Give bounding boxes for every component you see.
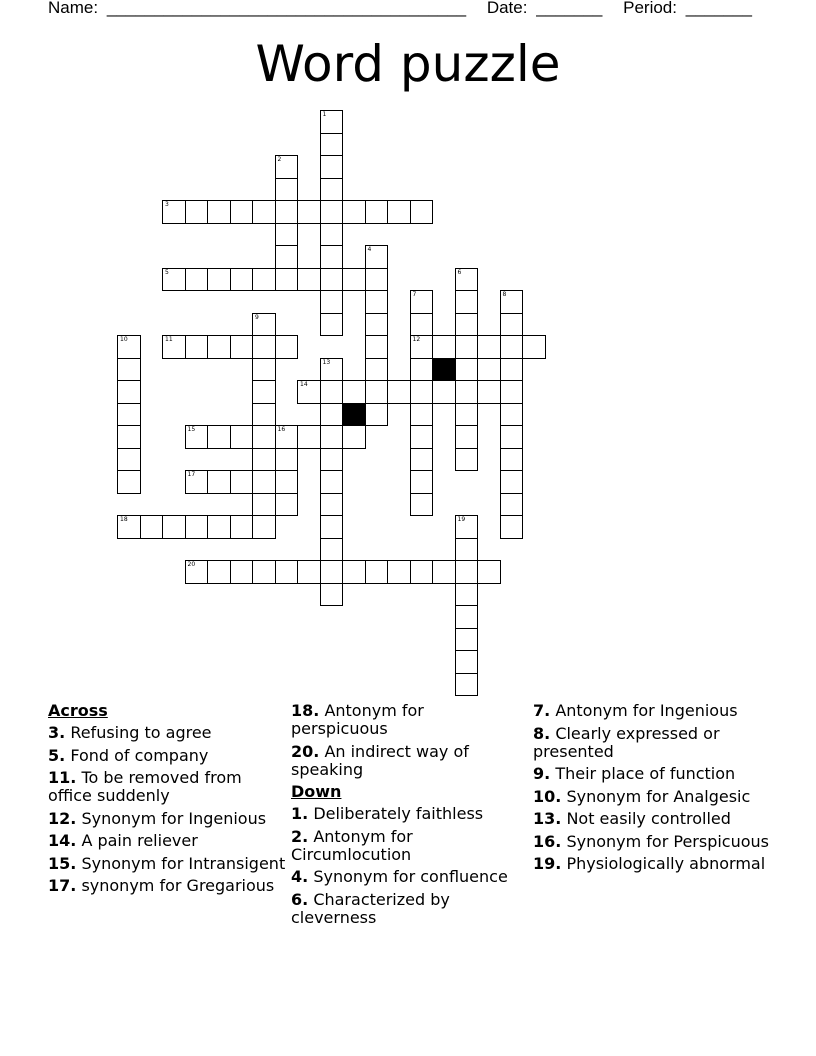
clue-item: [533, 725, 773, 761]
grid-cell[interactable]: [320, 470, 344, 494]
grid-cell[interactable]: [455, 448, 479, 472]
clue-number: 5.: [48, 745, 66, 765]
grid-cell[interactable]: [275, 223, 299, 247]
grid-cell[interactable]: [230, 268, 254, 292]
clue-text: Synonym for Intransigent: [81, 853, 286, 873]
cell-number: 20: [187, 561, 196, 568]
grid-cell[interactable]: [275, 200, 299, 224]
grid-cell[interactable]: [320, 493, 344, 517]
grid-cell[interactable]: [365, 268, 389, 292]
grid-cell[interactable]: [252, 380, 276, 404]
grid-cell[interactable]: [455, 403, 479, 427]
grid-cell[interactable]: [432, 560, 456, 584]
clue-text: Their place of function: [555, 764, 736, 783]
clue-item: [291, 805, 511, 823]
grid-cell[interactable]: [320, 560, 344, 584]
grid-cell[interactable]: [185, 200, 209, 224]
across-heading: Across: [48, 701, 108, 720]
grid-cell[interactable]: [117, 358, 141, 382]
grid-cell[interactable]: [185, 268, 209, 292]
grid-cell[interactable]: [230, 515, 254, 539]
grid-cell[interactable]: [320, 268, 344, 292]
cell-number: 19: [457, 516, 466, 523]
grid-cell[interactable]: [275, 493, 299, 517]
grid-cell[interactable]: [320, 448, 344, 472]
grid-cell[interactable]: [320, 313, 344, 337]
grid-cell[interactable]: [252, 448, 276, 472]
grid-cell[interactable]: [252, 358, 276, 382]
grid-cell[interactable]: [387, 380, 411, 404]
grid-cell[interactable]: [500, 358, 524, 382]
clue-text: To be removed from office suddenly: [48, 768, 242, 805]
clue-item: [291, 868, 511, 886]
grid-cell[interactable]: [500, 403, 524, 427]
grid-cell[interactable]: [117, 515, 141, 539]
clue-number: 8.: [533, 723, 551, 743]
clue-number: 1.: [291, 804, 309, 823]
clue-text: Antonym for perspicuous: [291, 701, 424, 738]
grid-cell[interactable]: [477, 380, 501, 404]
grid-cell[interactable]: [365, 200, 389, 224]
grid-cell[interactable]: [117, 403, 141, 427]
grid-cell[interactable]: [410, 560, 434, 584]
clue-text: Not easily controlled: [566, 809, 731, 828]
clue-number: 13.: [533, 809, 562, 828]
clue-item: [48, 747, 288, 765]
grid-cell[interactable]: [410, 335, 434, 359]
grid-cell[interactable]: [320, 155, 344, 179]
clue-text: Synonym for Ingenious: [81, 808, 267, 828]
grid-cell[interactable]: [207, 425, 231, 449]
grid-cell[interactable]: [275, 178, 299, 202]
grid-cell[interactable]: [365, 335, 389, 359]
grid-cell[interactable]: [117, 448, 141, 472]
grid-cell[interactable]: [500, 515, 524, 539]
clue-text: Synonym for confluence: [313, 867, 508, 886]
grid-cell[interactable]: [500, 493, 524, 517]
grid-cell[interactable]: [185, 515, 209, 539]
grid-cell[interactable]: [252, 313, 276, 337]
clue-number: 9.: [533, 764, 551, 783]
clues-column-1: [48, 702, 288, 900]
grid-cell[interactable]: [185, 470, 209, 494]
grid-cell[interactable]: [500, 448, 524, 472]
grid-cell[interactable]: [162, 515, 186, 539]
grid-cell[interactable]: [275, 155, 299, 179]
clue-number: 3.: [48, 723, 66, 742]
cell-number: 8: [502, 291, 507, 298]
grid-cell[interactable]: [320, 200, 344, 224]
grid-cell[interactable]: [275, 425, 299, 449]
grid-cell[interactable]: [252, 470, 276, 494]
clue-text: Antonym for Circumlocution: [291, 826, 413, 864]
grid-cell[interactable]: [455, 380, 479, 404]
clue-item: [533, 855, 773, 873]
clue-item: [291, 743, 511, 779]
cell-number: 2: [277, 156, 282, 163]
grid-cell[interactable]: [387, 200, 411, 224]
clue-item: [48, 769, 288, 805]
grid-cell[interactable]: [455, 628, 479, 652]
grid-cell[interactable]: [387, 560, 411, 584]
clue-item: [533, 833, 773, 851]
grid-cell[interactable]: [207, 470, 231, 494]
grid-cell[interactable]: [455, 673, 479, 697]
grid-cell[interactable]: [252, 493, 276, 517]
cell-number: 7: [412, 291, 417, 298]
cell-number: 9: [255, 313, 259, 321]
grid-cell[interactable]: [320, 583, 344, 607]
grid-cell[interactable]: [455, 538, 479, 562]
grid-cell[interactable]: [275, 268, 299, 292]
clue-item: [48, 877, 288, 895]
cell-number: 11: [165, 336, 173, 343]
clue-text: synonym for Gregarious: [81, 876, 275, 895]
grid-cell[interactable]: [455, 425, 479, 449]
clue-item: [48, 855, 288, 873]
grid-cell[interactable]: [117, 380, 141, 404]
grid-cell[interactable]: [410, 425, 434, 449]
grid-cell[interactable]: [297, 380, 321, 404]
clue-item: [48, 724, 288, 742]
grid-cell[interactable]: [432, 380, 456, 404]
grid-cell[interactable]: [230, 470, 254, 494]
clue-item: [291, 828, 511, 864]
grid-cell[interactable]: [185, 335, 209, 359]
clue-number: 19.: [533, 854, 562, 873]
clue-text: Synonym for Analgesic: [566, 786, 751, 806]
grid-cell[interactable]: [320, 133, 344, 157]
grid-cell[interactable]: [297, 200, 321, 224]
grid-cell[interactable]: [207, 268, 231, 292]
grid-cell[interactable]: [500, 470, 524, 494]
grid-cell[interactable]: [275, 560, 299, 584]
grid-cell[interactable]: [455, 560, 479, 584]
grid-cell[interactable]: [207, 560, 231, 584]
name-field[interactable]: ______________________________________: [106, 0, 467, 17]
grid-cell[interactable]: [230, 200, 254, 224]
puzzle-title: Word puzzle: [255, 35, 561, 93]
grid-cell[interactable]: [162, 335, 186, 359]
clue-item: [533, 788, 773, 806]
cell-number: 13: [322, 358, 331, 366]
clue-text: A pain reliever: [81, 831, 198, 850]
grid-cell[interactable]: [410, 403, 434, 427]
cell-number: 14: [300, 381, 308, 388]
grid-cell[interactable]: [117, 425, 141, 449]
grid-cell[interactable]: [207, 335, 231, 359]
grid-cell[interactable]: [500, 313, 524, 337]
grid-cell[interactable]: [477, 335, 501, 359]
grid-cell[interactable]: [365, 380, 389, 404]
grid-cell[interactable]: [140, 515, 164, 539]
clue-item: [291, 891, 511, 927]
clue-number: 2.: [291, 826, 309, 846]
grid-cell[interactable]: [117, 335, 141, 359]
date-label: Date:: [486, 0, 528, 17]
grid-cell[interactable]: [455, 268, 479, 292]
grid-cell[interactable]: [477, 560, 501, 584]
grid-cell[interactable]: [320, 403, 344, 427]
cell-number: 16: [277, 426, 286, 433]
clue-number: 4.: [291, 867, 309, 886]
clue-text: Synonym for Perspicuous: [566, 831, 769, 851]
grid-cell[interactable]: [365, 403, 389, 427]
clue-item: [48, 810, 288, 828]
grid-cell[interactable]: [320, 380, 344, 404]
grid-cell[interactable]: [320, 245, 344, 269]
grid-cell[interactable]: [252, 268, 276, 292]
cell-number: 3: [165, 201, 169, 208]
clue-number: 7.: [533, 701, 551, 720]
grid-cell[interactable]: [252, 425, 276, 449]
grid-cell[interactable]: [342, 425, 366, 449]
grid-cell[interactable]: [275, 245, 299, 269]
grid-cell[interactable]: [455, 605, 479, 629]
grid-cell[interactable]: [500, 380, 524, 404]
cell-number: 4: [367, 246, 372, 253]
grid-cell[interactable]: [410, 380, 434, 404]
clue-number: 12.: [48, 808, 77, 828]
cell-number: 15: [187, 426, 196, 433]
cell-number: 18: [120, 516, 128, 523]
grid-cell[interactable]: [252, 200, 276, 224]
grid-cell[interactable]: [230, 335, 254, 359]
grid-cell[interactable]: [230, 425, 254, 449]
clue-text: Fond of company: [70, 745, 209, 765]
grid-cell[interactable]: [275, 470, 299, 494]
grid-cell[interactable]: [455, 358, 479, 382]
grid-cell[interactable]: [207, 200, 231, 224]
grid-cell[interactable]: [252, 560, 276, 584]
grid-cell[interactable]: [252, 403, 276, 427]
grid-cell[interactable]: [185, 560, 209, 584]
grid-cell[interactable]: [320, 358, 344, 382]
cell-number: 1: [322, 111, 327, 118]
clue-number: 18.: [291, 701, 320, 720]
clue-text: Clearly expressed or presented: [533, 723, 720, 761]
grid-cell[interactable]: [365, 290, 389, 314]
grid-cell[interactable]: [252, 515, 276, 539]
grid-cell[interactable]: [500, 425, 524, 449]
grid-cell[interactable]: [522, 335, 546, 359]
clue-number: 11.: [48, 768, 77, 787]
period-label: Period:: [623, 0, 677, 17]
cell-number: 10: [120, 336, 128, 343]
grid-cell[interactable]: [207, 515, 231, 539]
clue-text: Antonym for Ingenious: [555, 701, 738, 720]
cell-number: 12: [412, 336, 421, 343]
clue-item: [533, 765, 773, 783]
period-field[interactable]: _______: [685, 0, 752, 17]
grid-cell[interactable]: [410, 290, 434, 314]
grid-cell[interactable]: [455, 290, 479, 314]
grid-cell[interactable]: [297, 268, 321, 292]
grid-cell[interactable]: [500, 335, 524, 359]
clue-item: [533, 702, 773, 720]
down-heading: Down: [291, 782, 342, 801]
grid-cell[interactable]: [410, 493, 434, 517]
grid-cell[interactable]: [410, 313, 434, 337]
grid-cell[interactable]: [320, 290, 344, 314]
grid-cell[interactable]: [297, 560, 321, 584]
clue-text: An indirect way of speaking: [291, 741, 469, 779]
date-field[interactable]: _______: [536, 0, 603, 17]
clues-column-2: [291, 702, 511, 931]
clue-number: 20.: [291, 741, 320, 761]
clue-text: Characterized by cleverness: [291, 889, 450, 927]
grid-cell[interactable]: [275, 335, 299, 359]
clue-text: Refusing to agree: [70, 723, 212, 742]
clue-item: [533, 810, 773, 828]
grid-cell[interactable]: [410, 448, 434, 472]
grid-cell[interactable]: [342, 268, 366, 292]
grid-cell[interactable]: [410, 470, 434, 494]
cell-number: 5: [165, 268, 169, 276]
grid-cell[interactable]: [365, 313, 389, 337]
grid-cell[interactable]: [117, 470, 141, 494]
grid-cell[interactable]: [455, 650, 479, 674]
grid-cell[interactable]: [185, 425, 209, 449]
grid-cell[interactable]: [455, 313, 479, 337]
clue-text: Deliberately faithless: [313, 804, 484, 823]
grid-cell[interactable]: [455, 583, 479, 607]
grid-cell[interactable]: [342, 380, 366, 404]
grid-cell[interactable]: [230, 560, 254, 584]
clue-text: Physiologically abnormal: [566, 854, 766, 873]
clue-number: 6.: [291, 889, 309, 909]
grid-cell[interactable]: [320, 515, 344, 539]
clue-number: 15.: [48, 853, 77, 873]
clue-item: [48, 832, 288, 850]
grid-cell[interactable]: [297, 425, 321, 449]
grid-cell[interactable]: [275, 448, 299, 472]
grid-cell[interactable]: [162, 200, 186, 224]
cell-number: 6: [457, 268, 462, 276]
grid-cell[interactable]: [365, 560, 389, 584]
black-square: [432, 358, 456, 382]
grid-cell[interactable]: [432, 335, 456, 359]
grid-cell[interactable]: [410, 358, 434, 382]
grid-cell[interactable]: [342, 560, 366, 584]
black-square: [342, 403, 366, 427]
name-label: Name:: [48, 0, 99, 17]
grid-cell[interactable]: [410, 200, 434, 224]
grid-cell[interactable]: [320, 425, 344, 449]
grid-cell[interactable]: [455, 515, 479, 539]
grid-cell[interactable]: [162, 268, 186, 292]
grid-cell[interactable]: [455, 335, 479, 359]
grid-cell[interactable]: [500, 290, 524, 314]
grid-cell[interactable]: [320, 110, 344, 134]
grid-cell[interactable]: [365, 358, 389, 382]
grid-cell[interactable]: [252, 335, 276, 359]
clue-number: 17.: [48, 876, 77, 895]
grid-cell[interactable]: [365, 245, 389, 269]
cell-number: 17: [187, 471, 196, 478]
grid-cell[interactable]: [320, 223, 344, 247]
grid-cell[interactable]: [320, 538, 344, 562]
clue-number: 10.: [533, 786, 562, 806]
grid-cell[interactable]: [342, 200, 366, 224]
clue-item: [291, 702, 511, 738]
clues-column-3: [533, 702, 773, 878]
grid-cell[interactable]: [320, 178, 344, 202]
clue-number: 16.: [533, 831, 562, 851]
clue-number: 14.: [48, 831, 77, 850]
